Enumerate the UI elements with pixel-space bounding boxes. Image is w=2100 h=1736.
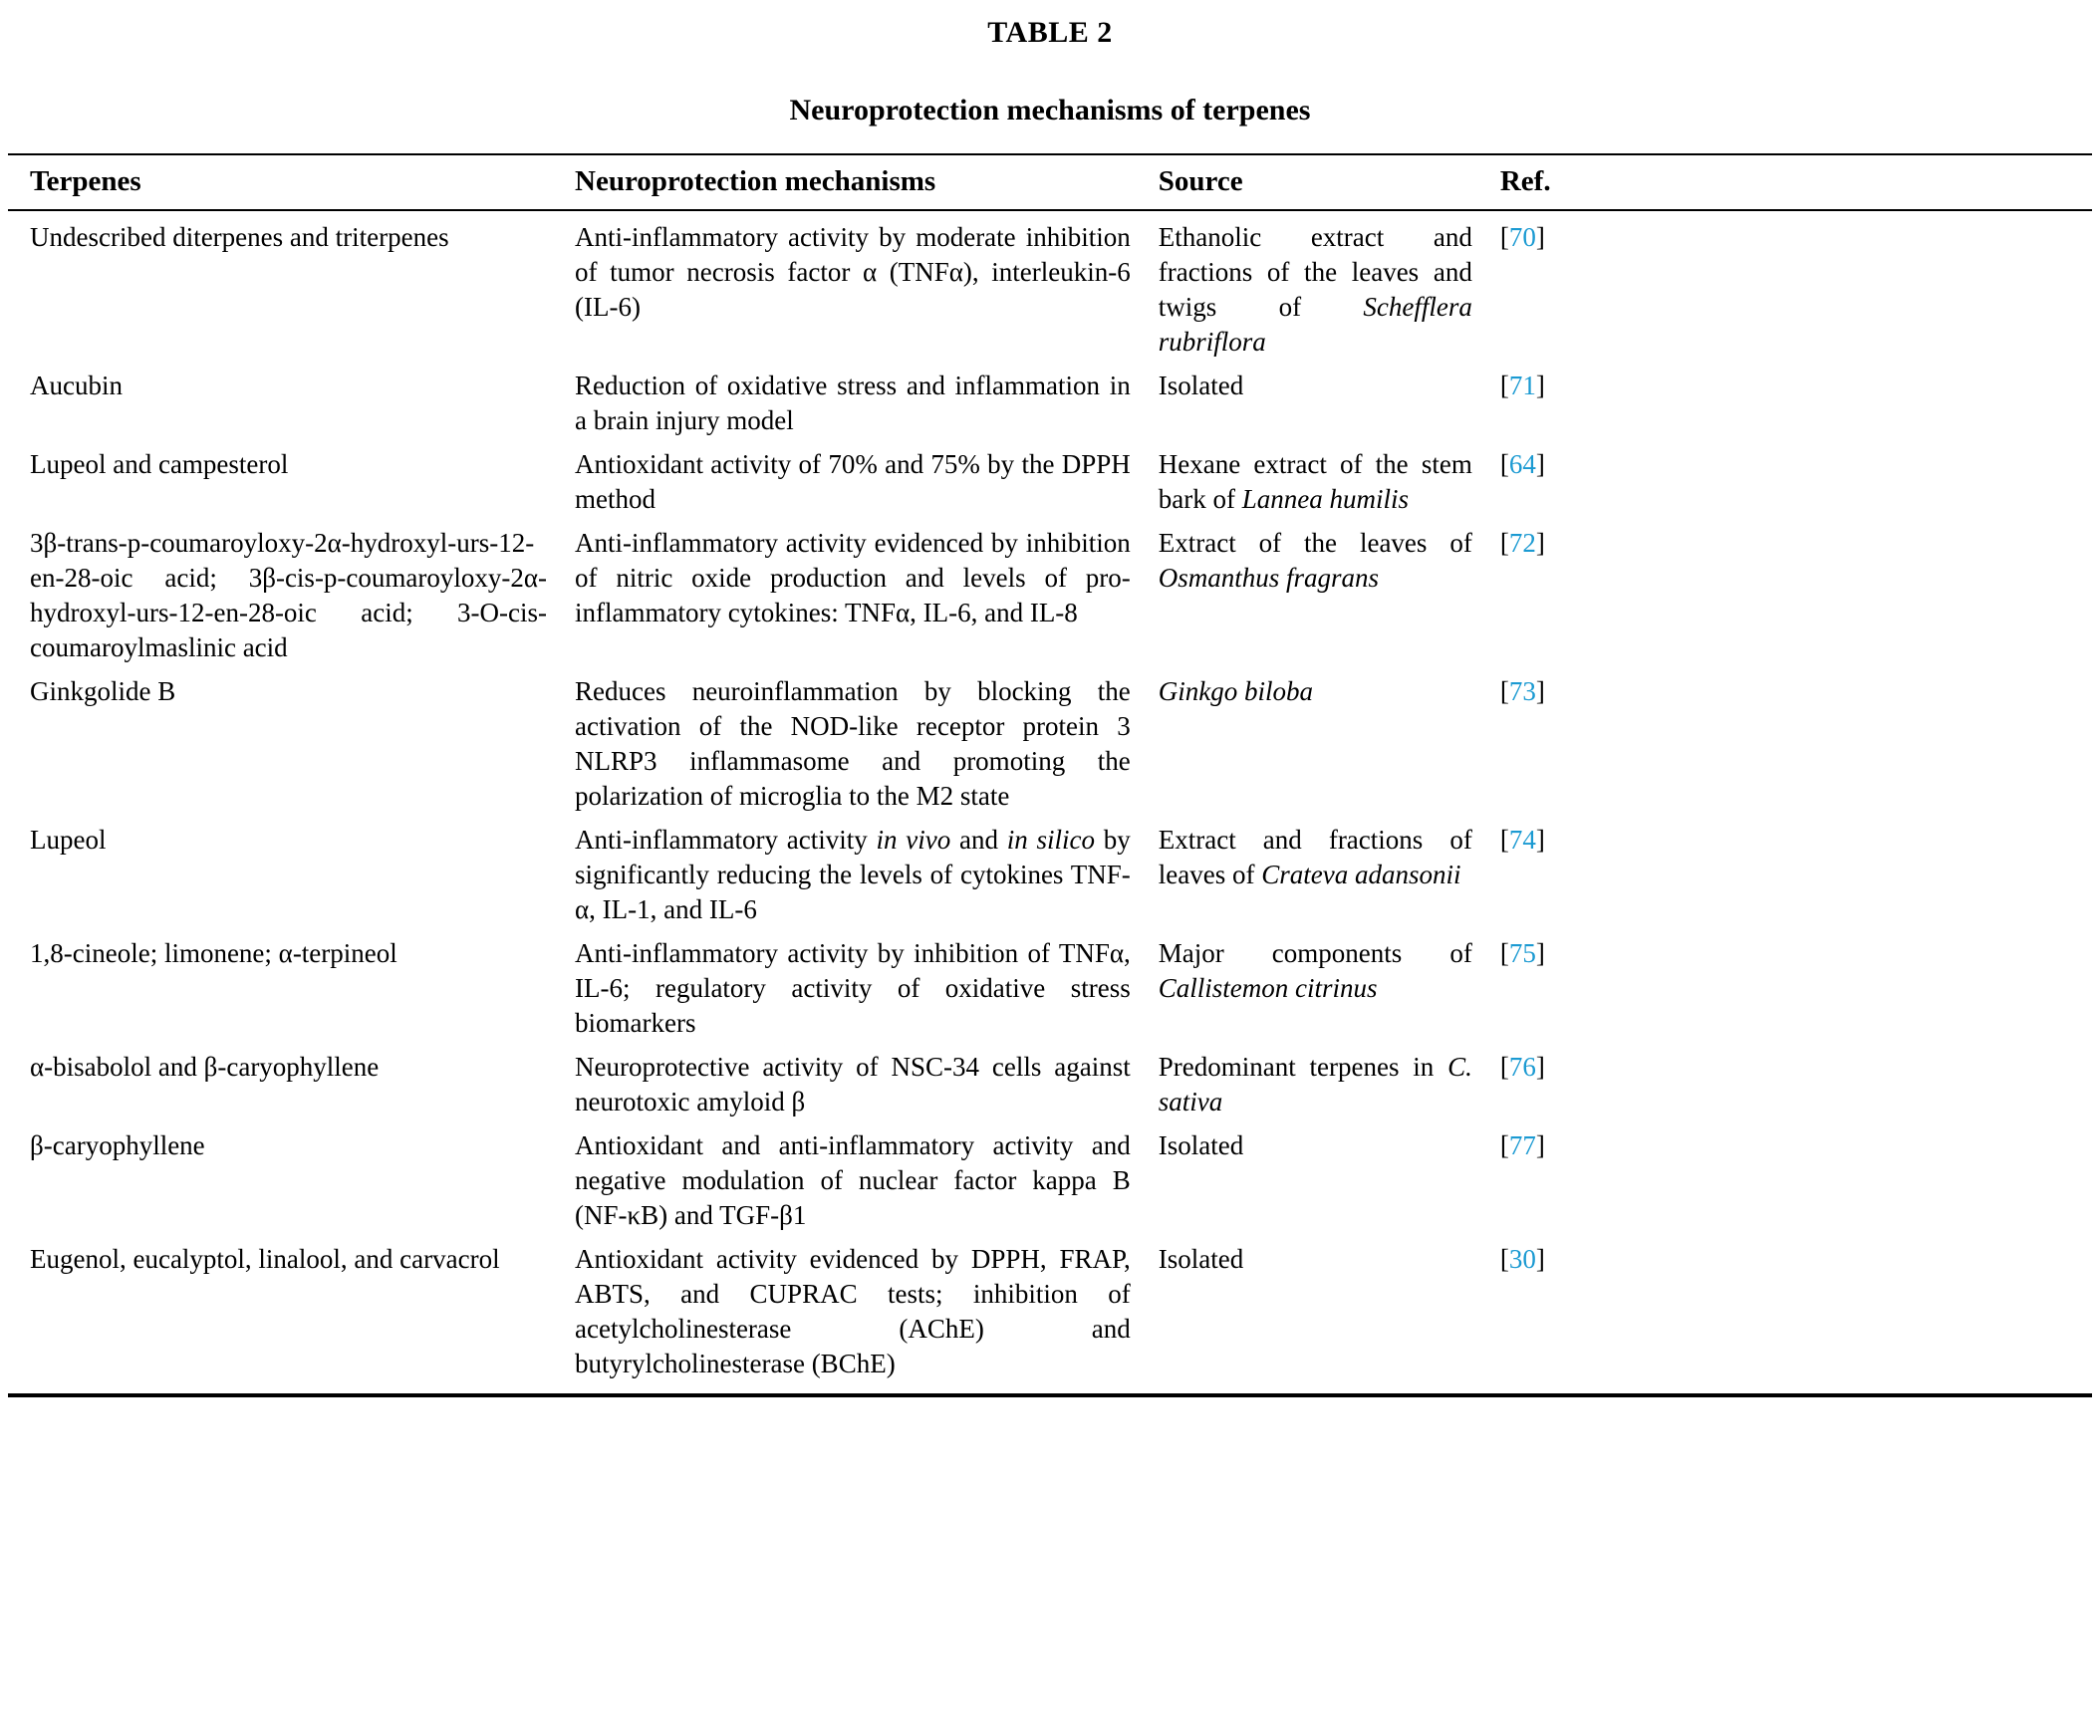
source-text: Ethanolic extract and fractions of the leaves and twigs of: [1158, 222, 1472, 322]
ref-link[interactable]: 73: [1508, 676, 1536, 706]
ref-link[interactable]: 76: [1508, 1052, 1536, 1082]
table-row: [8, 1119, 2092, 1233]
source-text: Extract of the leaves of: [1158, 528, 1472, 558]
cell-ref: [1500, 1233, 2092, 1395]
header-ref: Ref.: [1500, 154, 2092, 210]
ref-link[interactable]: 70: [1508, 222, 1536, 252]
ref-bracket-close: ]: [1535, 938, 1545, 968]
cell-source: [1159, 1119, 1500, 1233]
ref-bracket-open: [: [1499, 676, 1509, 706]
source-text: Predominant terpenes in: [1158, 1052, 1448, 1082]
table-title: Neuroprotection mechanisms of terpenes: [789, 94, 1311, 126]
cell-ref: [1500, 1119, 2092, 1233]
ref-link[interactable]: 71: [1508, 371, 1536, 400]
source-text: Major components of: [1158, 938, 1472, 968]
table-header: [8, 154, 2092, 210]
source-species: Callistemon citrinus: [1158, 973, 1378, 1003]
source-text: Hexane extract of the stem bark of: [1158, 449, 1472, 514]
ref-bracket-close: ]: [1535, 1130, 1545, 1160]
table-row: [8, 1233, 2092, 1395]
cell-ref: [1500, 665, 2092, 814]
table-row: [8, 438, 2092, 517]
header-terpenes: Terpenes: [8, 154, 575, 210]
source-species: Osmanthus fragrans: [1158, 563, 1380, 593]
ref-link[interactable]: 75: [1508, 938, 1536, 968]
cell-mechanism: [575, 814, 1159, 927]
ref-bracket-open: [: [1499, 938, 1509, 968]
ref-bracket-close: ]: [1535, 222, 1545, 252]
ref-bracket-close: ]: [1535, 371, 1545, 400]
ref-bracket-open: [: [1499, 1052, 1509, 1082]
cell-source: [1159, 517, 1500, 665]
cell-mechanism: Antioxidant activity of 70% and 75% by the DPPH method: [575, 449, 1131, 514]
cell-ref: [1500, 1041, 2092, 1119]
cell-source: [1159, 438, 1500, 517]
header-source: Source: [1159, 154, 1500, 210]
ref-bracket-open: [: [1499, 825, 1509, 855]
ref-link[interactable]: 30: [1508, 1244, 1536, 1274]
ref-bracket-open: [: [1499, 1244, 1509, 1274]
cell-source: [1159, 210, 1500, 360]
ref-bracket-close: ]: [1535, 449, 1545, 479]
cell-mechanism: Neuroprotective activity of NSC-34 cells against neurotoxic amyloid β: [575, 1052, 1131, 1116]
ref-bracket-close: ]: [1535, 825, 1545, 855]
cell-mechanism: Reduces neuroinflammation by blocking the activation of the NOD-like receptor protein 3 NLRP3 inflammasome and promoting the polarization of microglia to the M2 state: [575, 676, 1131, 811]
ref-bracket-close: ]: [1535, 1244, 1545, 1274]
source-species: Crateva adansonii: [1261, 860, 1461, 889]
cell-mechanism: Anti-inflammatory activity by inhibition of TNFα, IL-6; regulatory activity of oxidative stress biomarkers: [575, 938, 1131, 1038]
cell-terpene: β-caryophyllene: [30, 1130, 205, 1160]
source-species: Ginkgo biloba: [1158, 676, 1314, 706]
cell-terpene: Eugenol, eucalyptol, linalool, and carvacrol: [30, 1244, 500, 1274]
cell-terpene: Lupeol and campesterol: [30, 449, 289, 479]
source-species: C. sativa: [1158, 1052, 1472, 1116]
cell-source: [1159, 1233, 1500, 1395]
mech-italic: in silico: [1006, 825, 1095, 855]
cell-terpene: Undescribed diterpenes and triterpenes: [30, 222, 449, 252]
cell-terpene: 1,8-cineole; limonene; α-terpineol: [30, 938, 397, 968]
table-row: [8, 814, 2092, 927]
cell-ref: [1500, 517, 2092, 665]
cell-terpene: Ginkgolide B: [30, 676, 176, 706]
cell-mechanism: Anti-inflammatory activity evidenced by inhibition of nitric oxide production and levels of pro-inflammatory cytokines: TNFα, IL-6, and IL-8: [575, 528, 1131, 627]
ref-bracket-close: ]: [1535, 1052, 1545, 1082]
cell-mechanism: Anti-inflammatory activity by moderate inhibition of tumor necrosis factor α (TNFα), interleukin-6 (IL-6): [575, 222, 1131, 322]
table-label: TABLE 2: [987, 16, 1113, 49]
mech-text: by significantly reducing the levels of cytokines TNF-α, IL-1, and IL-6: [575, 825, 1131, 924]
table-body: [8, 210, 2092, 1395]
table-row: [8, 665, 2092, 814]
table-row: [8, 360, 2092, 438]
cell-mechanism: Antioxidant and anti-inflammatory activity and negative modulation of nuclear factor kappa B (NF-κB) and TGF-β1: [575, 1130, 1131, 1230]
source-text: Isolated: [1158, 371, 1244, 400]
ref-link[interactable]: 74: [1508, 825, 1536, 855]
cell-source: [1159, 665, 1500, 814]
mech-text: Anti-inflammatory activity: [575, 825, 877, 855]
ref-link[interactable]: 64: [1508, 449, 1536, 479]
source-text: Isolated: [1158, 1244, 1244, 1274]
cell-ref: [1500, 210, 2092, 360]
cell-ref: [1500, 927, 2092, 1041]
ref-bracket-open: [: [1499, 371, 1509, 400]
terpenes-table: [8, 153, 2092, 1397]
source-species: Schefflera rubriflora: [1158, 292, 1472, 357]
cell-terpene: α-bisabolol and β-caryophyllene: [30, 1052, 380, 1082]
cell-ref: [1500, 438, 2092, 517]
cell-source: [1159, 814, 1500, 927]
mech-italic: in vivo: [876, 825, 951, 855]
ref-bracket-open: [: [1499, 528, 1509, 558]
cell-source: [1159, 927, 1500, 1041]
ref-bracket-open: [: [1499, 449, 1509, 479]
table-row: [8, 517, 2092, 665]
ref-bracket-open: [: [1499, 1130, 1509, 1160]
ref-link[interactable]: 72: [1508, 528, 1536, 558]
ref-bracket-close: ]: [1535, 676, 1545, 706]
cell-source: [1159, 360, 1500, 438]
cell-source: [1159, 1041, 1500, 1119]
cell-terpene: Lupeol: [30, 825, 107, 855]
table-row: [8, 1041, 2092, 1119]
table-row: [8, 927, 2092, 1041]
source-species: Lannea humilis: [1241, 484, 1409, 514]
cell-mechanism: Antioxidant activity evidenced by DPPH, FRAP, ABTS, and CUPRAC tests; inhibition of acetylcholinesterase (AChE) and butyrylcholinesterase (BChE): [575, 1244, 1131, 1378]
mech-text: and: [950, 825, 1007, 855]
cell-ref: [1500, 814, 2092, 927]
header-row: [8, 154, 2092, 210]
cell-terpene: 3β-trans-p-coumaroyloxy-2α-hydroxyl-urs-12-en-28-oic acid; 3β-cis-p-coumaroyloxy-2α-hydroxyl-urs-12-en-28-oic acid; 3-O-cis-coumaroylmaslinic acid: [30, 528, 548, 662]
cell-terpene: Aucubin: [30, 371, 123, 400]
source-text: Extract and fractions of leaves of: [1158, 825, 1472, 889]
ref-link[interactable]: 77: [1508, 1130, 1536, 1160]
ref-bracket-open: [: [1499, 222, 1509, 252]
cell-ref: [1500, 360, 2092, 438]
ref-bracket-close: ]: [1535, 528, 1545, 558]
source-text: Isolated: [1158, 1130, 1244, 1160]
cell-mechanism: Reduction of oxidative stress and inflammation in a brain injury model: [575, 371, 1131, 435]
table-row: [8, 210, 2092, 360]
header-mechanisms: Neuroprotection mechanisms: [575, 154, 1159, 210]
